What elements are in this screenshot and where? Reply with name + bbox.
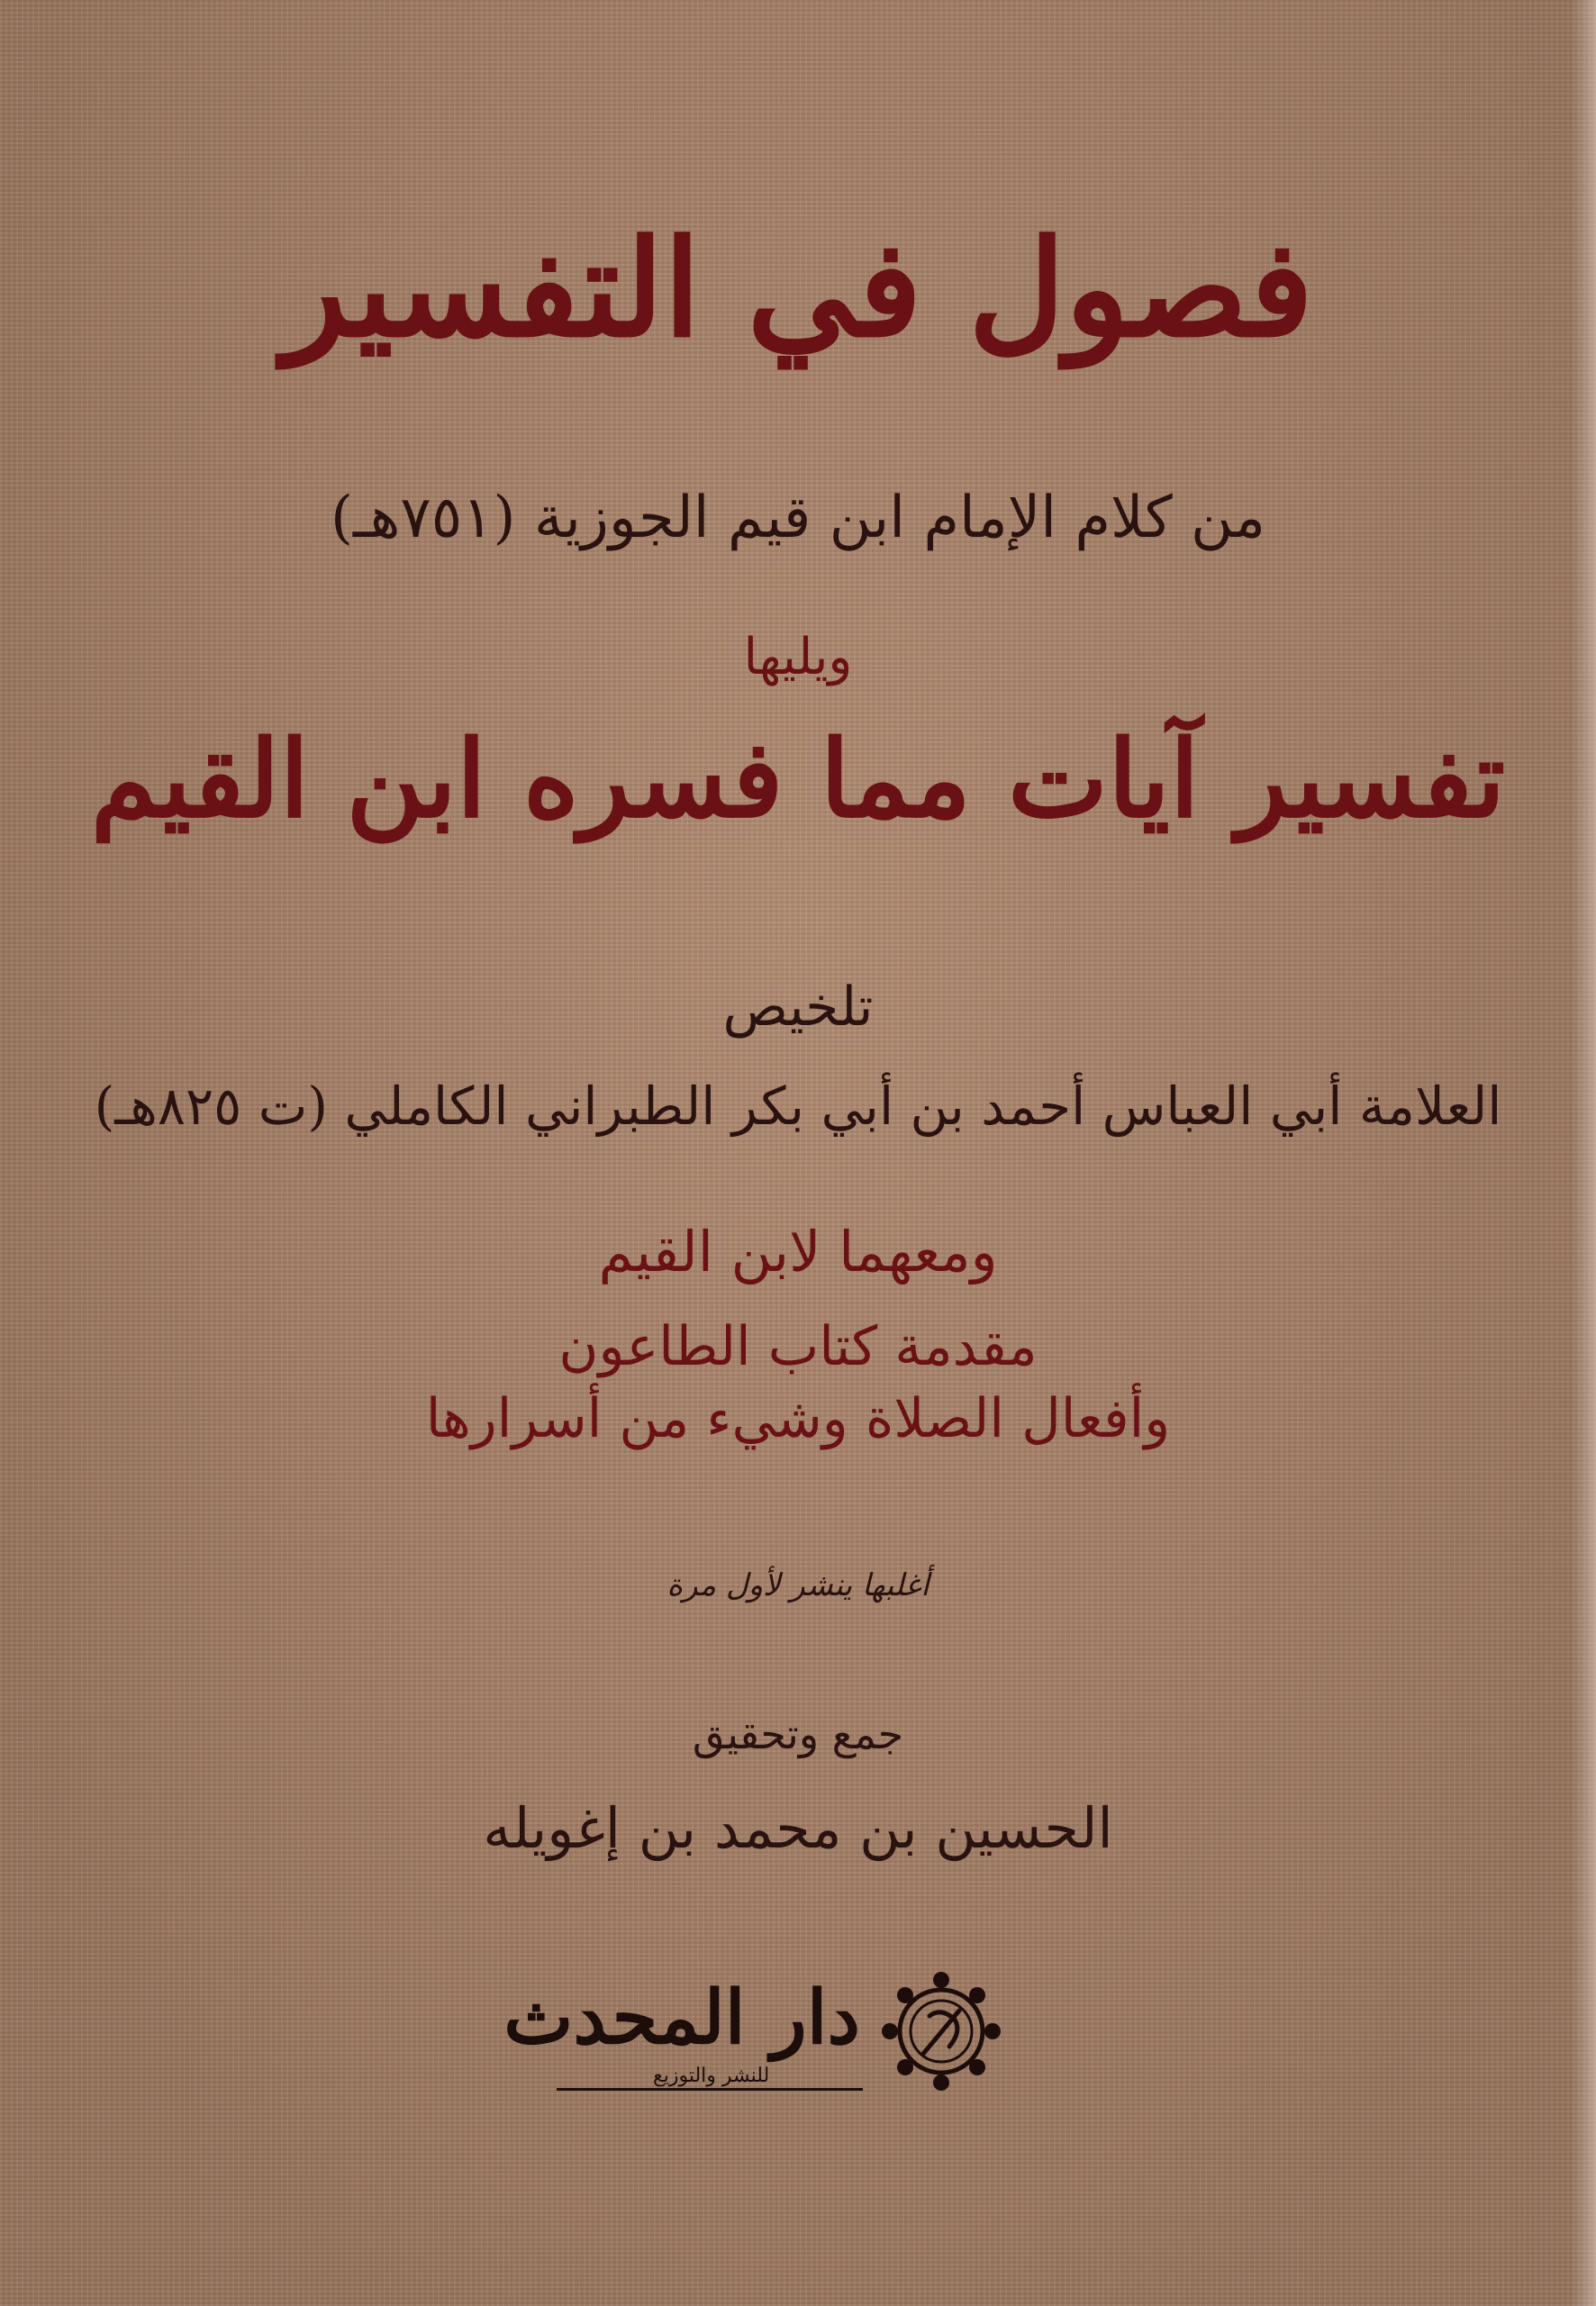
- extra-work-title-2: وأفعال الصلاة وشيء من أسرارها: [425, 1387, 1171, 1450]
- followed-by-label: ويليها: [743, 628, 853, 686]
- publisher-mark: [503, 1964, 1009, 2099]
- main-title: فصول في التفسير: [282, 210, 1314, 367]
- with-label: ومعهما لابن القيم: [598, 1219, 998, 1285]
- publisher-underline: [557, 2088, 863, 2091]
- publisher-tagline: للنشر والتوزيع: [653, 2065, 770, 2087]
- summary-label: تلخيص: [722, 976, 874, 1039]
- editor-name: الحسين بن محمد بن إغويله: [483, 1795, 1113, 1861]
- extra-work-title-1: مقدمة كتاب الطاعون: [558, 1315, 1038, 1378]
- second-title: تفسير آيات مما فسره ابن القيم: [90, 716, 1506, 841]
- compiled-label: جمع وتحقيق: [692, 1710, 904, 1758]
- first-publication-note: أغلبها ينشر لأول مرة: [667, 1567, 929, 1603]
- publisher-logo-icon: [874, 1964, 1009, 2099]
- summarizer-name: العلامة أبي العباس أحمد بن أبي بكر الطبراني الكاملي (ت ٨٢٥هـ): [94, 1076, 1502, 1137]
- publisher-name: دار المحدث: [503, 1975, 860, 2061]
- subtitle-source: من كلام الإمام ابن قيم الجوزية (٧٥١هـ): [330, 485, 1266, 551]
